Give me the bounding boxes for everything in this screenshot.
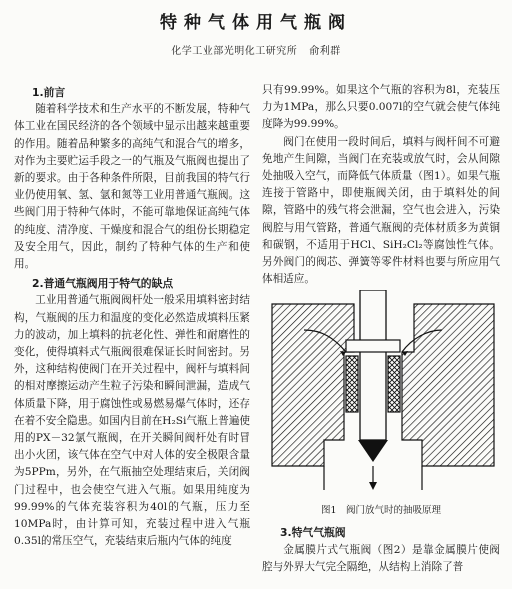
left-column bbox=[14, 82, 250, 550]
section-2-paragraph: 工业用普通气瓶阀阀杆处一般采用填料密封结构，气瓶阀的压力和温度的变化必然造成填料压紧力的波动，加上填料的抗老化性、弹性和耐磨性的变化，使得填料式气瓶阀很难保证长时间密封。另外，这种结构使阀门在开关过程中，阀杆与填料间的相对摩擦运动产生粒子污染和瞬间泄漏，造成气体质量下降，用于腐蚀性或易燃易爆气体时，还存在着不安全隐患。如国内目前在H₂Si气瓶上普遍使用的PX－32氯气瓶阀，在开关瞬间阀杆处有时冒出小火团，该气体在空气中对人体的安全极限含量为5PPm，另外，在气瓶抽空处理结束后，关闭阀门过程中，也会使空气进入气瓶。如果用纯度为99.99%的气体充装容积为40l的气瓶，压力至10MPa时，由计算可知，充装过程中进入气瓶0.35l的常压空气，充装结束后瓶内气体的纯度 bbox=[14, 294, 251, 548]
right-column bbox=[262, 82, 500, 576]
valve-stem bbox=[360, 290, 386, 440]
valve-suction-diagram bbox=[262, 290, 500, 500]
valve-body-left bbox=[272, 304, 354, 466]
section-heading-3: 3.特气气瓶阀 bbox=[280, 526, 346, 540]
section-heading-2: 2.普通气瓶阀用于特气的缺点 bbox=[32, 277, 174, 291]
figure-1 bbox=[262, 290, 500, 522]
section-3-paragraph: 金属膜片式气瓶阀（图2）是靠金属膜片使阀腔与外界大气完全隔绝，从结构上消除了普 bbox=[262, 543, 500, 573]
figure-caption: 图1 阀门放气时的抽吸原理 bbox=[320, 505, 442, 517]
affiliation: 化学工业部光明化工研究所 bbox=[171, 46, 298, 57]
valve-seat bbox=[358, 440, 388, 462]
right-paragraph-2: 阀门在使用一段时间后，填料与阀杆间不可避免地产生间隙，当阀门在充装或放气时，会从间隙处抽吸入空气，而降低气体质量（图1）。如果气瓶连接于管路中，即使瓶阀关闭，由于填料处的间隙，管路中的残气将会泄漏，空气也会进入，污染阀腔与用气管路，普通气瓶阀的壳体材质多为黄铜和碳钢，不适用于HCl、SiH₂Cl₂等腐蚀性气体。另外阀门的阀芯、弹簧等零件材料也要与所应用气体相适应。 bbox=[262, 135, 500, 286]
article-title: 特种气体用气瓶阀 bbox=[160, 13, 352, 33]
packing-left bbox=[346, 356, 358, 412]
affiliation-line bbox=[0, 42, 512, 57]
author: 俞利群 bbox=[309, 46, 341, 57]
gland bbox=[346, 340, 400, 352]
intro-paragraph: 随着科学技术和生产水平的不断发展，特种气体工业在国民经济的各个领域中显示出越来越重要的作用。随着品种繁多的高纯气和混合气的增多，对作为主要贮运手段之一的气瓶及气瓶阀也提出了新的要求。由于各种条件所限，目前我国的特气行业仍使用氧、氢、氩和氮等工业用普通气瓶阀。这些阀门用于特种气体时，不能可靠地保证高纯气体的纯度、清净度、干燥度和混合气的组份长期稳定及安全用气，因此，制约了特种气体的生产和使用。 bbox=[14, 103, 250, 271]
continued-paragraph: 只有99.99%。如果这个气瓶的容积为8l，充装压力为1MPa，那么只要0.007l的空气就会使气体纯度降为99.99%。 bbox=[262, 84, 500, 131]
valve-body-right bbox=[402, 304, 494, 466]
section-heading-intro: 1.前言 bbox=[32, 86, 66, 99]
packing-right bbox=[388, 356, 400, 412]
